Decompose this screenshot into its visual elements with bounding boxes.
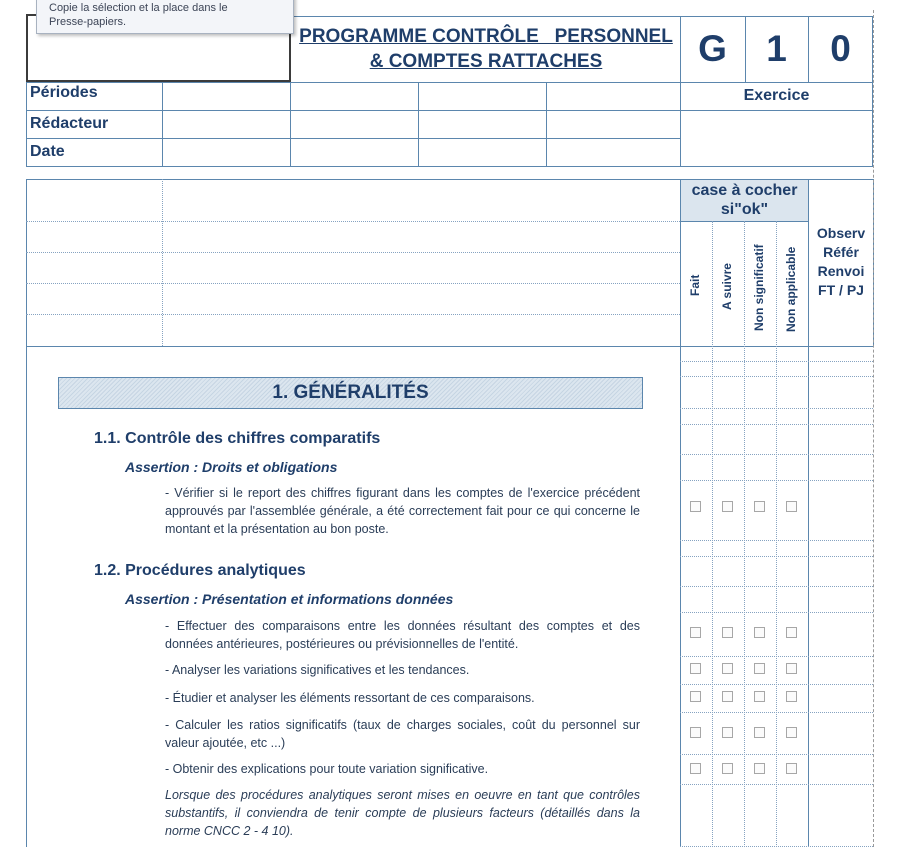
code-digit-1: 1 <box>766 28 787 69</box>
title-line-1: PROGRAMME CONTRÔLE PERSONNEL <box>299 26 673 47</box>
checkbox-2-5-non-applicable[interactable] <box>786 763 797 774</box>
check-item-2-3: - Étudier et analyser les éléments ressortant de ces comparaisons. <box>165 691 535 705</box>
check-item-2-4: - Calculer les ratios significatifs (taux de charges sociales, coût du personnel sur valeur ajoutée, etc ...) <box>165 718 640 750</box>
col-non-significatif: Non significatif <box>752 244 766 331</box>
checkbox-2-5-non-significatif[interactable] <box>754 763 765 774</box>
checkbox-1-1-non-significatif[interactable] <box>754 501 765 512</box>
observ-line-2: Référ <box>823 244 859 260</box>
checkbox-2-4-non-significatif[interactable] <box>754 727 765 738</box>
observ-line-1: Observ <box>816 225 866 241</box>
checkbox-2-2-non-applicable[interactable] <box>786 663 797 674</box>
tooltip-line-2: Presse-papiers. <box>49 16 127 28</box>
clipboard-tooltip <box>36 0 294 34</box>
checkbox-2-4-fait[interactable] <box>690 727 701 738</box>
checkbox-1-1-a-suivre[interactable] <box>722 501 733 512</box>
checkbox-2-5-a-suivre[interactable] <box>722 763 733 774</box>
checkbox-2-2-non-significatif[interactable] <box>754 663 765 674</box>
periodes-label: Périodes <box>30 84 98 101</box>
title-line-2: & COMPTES RATTACHES <box>369 51 603 72</box>
checkbox-2-3-non-significatif[interactable] <box>754 691 765 702</box>
exercice-label: Exercice <box>743 87 810 104</box>
observ-header <box>809 224 873 300</box>
checkbox-1-1-fait[interactable] <box>690 501 701 512</box>
analytics-note: Lorsque des procédures analytiques seront mises en oeuvre en tant que contrôles substantifs, il conviendra de tenir compte de plusieurs facteurs (détaillés dans la norme CNCC 2 - 4 10). <box>165 788 640 838</box>
checkbox-2-2-a-suivre[interactable] <box>722 663 733 674</box>
assertion-1: Assertion : Droits et obligations <box>125 459 338 475</box>
check-item-2-5: - Obtenir des explications pour toute variation significative. <box>165 762 489 776</box>
checkbox-2-4-non-applicable[interactable] <box>786 727 797 738</box>
checkbox-1-1-non-applicable[interactable] <box>786 501 797 512</box>
col-a-suivre: A suivre <box>720 263 734 310</box>
subsection-2-title: 1.2. Procédures analytiques <box>94 562 306 579</box>
checkbox-2-3-non-applicable[interactable] <box>786 691 797 702</box>
tooltip-line-1: Copie la sélection et la place dans le <box>49 2 228 14</box>
check-item-1-1: - Vérifier si le report des chiffres figurant dans les comptes de l'exercice précédent approuvés par l'assemblée générale, a été correctement fait pour ce qui concerne le montant et la présentation au bon poste. <box>165 486 640 536</box>
checkbox-2-3-a-suivre[interactable] <box>722 691 733 702</box>
check-item-2-1: - Effectuer des comparaisons entre les données résultant des comptes et des données antérieures, postérieures ou prévisionnelles de l'entité. <box>165 619 640 651</box>
col-non-applicable: Non applicable <box>784 246 798 332</box>
col-fait: Fait <box>688 274 702 296</box>
case-header-line-2: si"ok" <box>720 201 769 218</box>
case-header-text <box>681 181 808 219</box>
checkbox-2-4-a-suivre[interactable] <box>722 727 733 738</box>
subsection-1-title: 1.1. Contrôle des chiffres comparatifs <box>94 430 381 447</box>
case-header-line-1: case à cocher <box>691 182 798 199</box>
checkbox-2-2-fait[interactable] <box>690 663 701 674</box>
observ-line-4: FT / PJ <box>818 282 864 298</box>
code-digit-0: 0 <box>830 28 851 69</box>
checkbox-2-1-non-applicable[interactable] <box>786 627 797 638</box>
observ-line-3: Renvoi <box>817 263 865 279</box>
checkbox-2-1-non-significatif[interactable] <box>754 627 765 638</box>
checkbox-2-3-fait[interactable] <box>690 691 701 702</box>
program-title <box>292 24 680 74</box>
checkbox-2-5-fait[interactable] <box>690 763 701 774</box>
section-title: 1. GÉNÉRALITÉS <box>58 377 643 409</box>
page-break-line <box>873 10 874 847</box>
check-item-2-2: - Analyser les variations significatives et les tendances. <box>165 663 470 677</box>
checkbox-2-1-fait[interactable] <box>690 627 701 638</box>
code-letter-g: G <box>698 28 727 69</box>
checkbox-2-1-a-suivre[interactable] <box>722 627 733 638</box>
date-label: Date <box>30 143 65 160</box>
redacteur-label: Rédacteur <box>30 115 109 132</box>
assertion-2: Assertion : Présentation et informations données <box>125 591 454 607</box>
